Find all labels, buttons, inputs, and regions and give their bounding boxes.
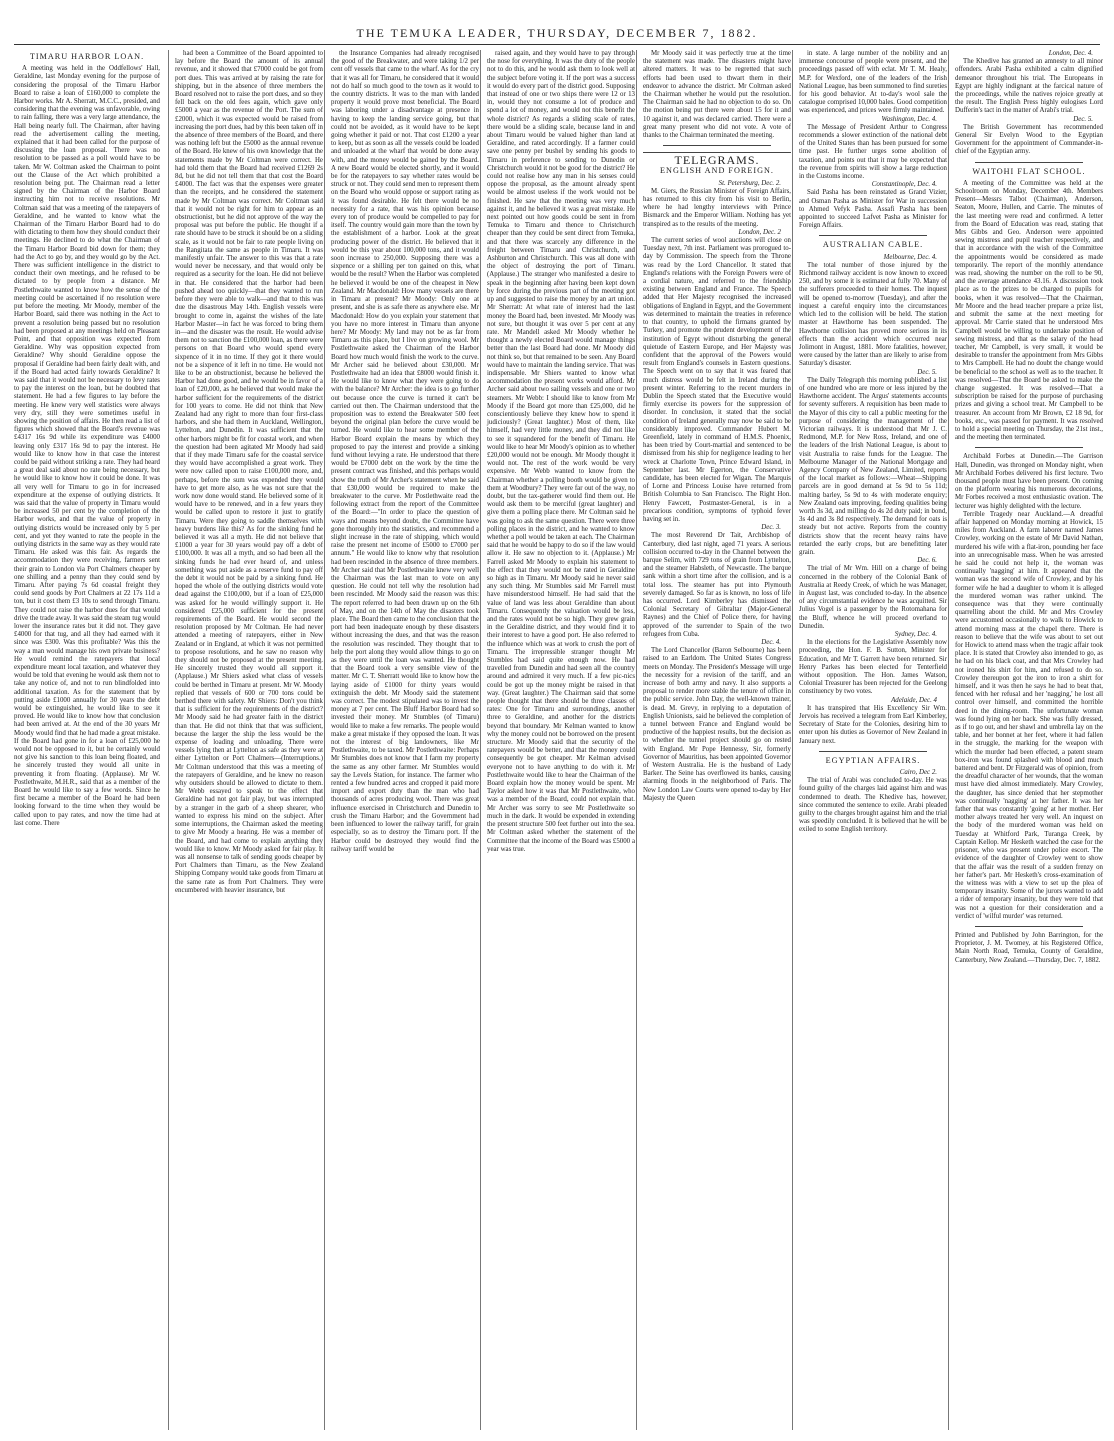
telegram-text: in state. A large number of the nobility and an immense concourse of people were present, and the proceedings passed off with eclat. Mr T. M. Healy, M.P. for Wexford, one of the leaders of the Irish National League, has been summoned to find sureties for his good behavior. At to-day's wool sale the catalogue comprised 10,000 bales. Good competition was experienced, and prices were firmly maintained. [799,50,947,115]
forbes-lecture-text: Archibald Forbes at Dunedin.—The Garrison Hall, Dunedin, was thronged on Monday night, when Mr Archibald Forbes delivered his first lecture. Two thousand people must have been present. On coming on the platform wearing his numerous decorations, Mr Forbes received a most enthusiastic ovation. The lecturer was highly delighted with the lecture. [955,453,1103,510]
dateline: Constantinople, Dec. 4. [871,181,937,189]
column-4 [480,50,635,1430]
auckland-tragedy-text: Terrible Tragedy near Auckland.—A dreadful affair happened on Monday morning at Howick, 15 miles from Auckland. A farm laborer named James Crowley, working on the estate of Mr David Nathan, murdered his wife with a flat-iron, pounding her face into an unrecognisable mass. When he was arrested he said he could not help it, the woman was continually 'nagging' at him. It appeared that the woman was the second wife of Crowley, and by his former wife he had a daughter to whom it is alleged the murdered woman was rather unkind. The consequence was that they were continually quarrelling about the child. Mr and Mrs Crowley were accustomed occasionally to walk to Howick to attend morning mass at the chapel there. There is reason to believe that the wife was about to set out for Howick to attend mass when the tragic affair took place. It is stated that Crowley also intended to go, as he had on his black coat, and that Mrs Crowley had not ironed his shirt for him, and refused to do so. Crowley thereupon got the iron to iron a shirt for himself, and it was then he says he had to beat that, fenced with her refusal and her 'nagging,' he lost all control over himself, and committed the horrible deed in the dining-room. The unfortunate woman was found lying on her back. She was fully dressed, as if to go out, and her shawl and umbrella lay on the table, and her bonnet at her feet, where it had fallen in the struggle, the marking for the weapon with which the murder had been effected, a patent steam box-iron was found splashed with blood and much battered and bent. Dr Fitzgerald was of opinion, from the dreadful character of her wounds, that the woman must have died almost immediately. Mary Crowley, the daughter, has since denied that her stepmother was continually 'nagging' at her father. It was her father that was constantly 'going' at her mother. Her mother always treated her very well. An inquest on the body of the murdered woman was held on Tuesday at Whitford Park, Turanga Creek, by Captain Kellop. Mr Hesketh watched the case for the prisoner, who was present under police escort. The evidence of the daughter of Crowley went to show that the affair was the result of a sudden frenzy on her father's part. Mr Hesketh's cross-examination of the witness was with a view to set up the plea of temporary insanity. Some of the jurors wanted to add a rider of temporary insanity, but they were told that was not a question for their consideration and a verdict of 'wilful murder' was returned. [955,510,1103,920]
column-3 [324,50,479,1430]
telegram-text: The most Reverend Dr Tait, Archbishop of Canterbury, died last night, aged 71 years. A serious collision occurred to-day in the Channel between the barque Selim, with 729 tons of grain from Lyttelton, and the steamer Habsleth, of Newcastle. The barque sank within a short time after the collision, and is a total loss. The steamer has put into Plymouth severely damaged. So far as is known, no loss of life has occurred. Lord Kimberley has dismissed the Colonial Secretary of Gibraltar (Major-General Raynes) and the Chief of Police there, for having approved of the surrender to Spain of the two refugees from Cuba. [643,532,791,638]
section-divider [975,447,1083,448]
dateline: Melbourne, Dec. 4. [883,253,937,261]
dateline: Washington, Dec. 4. [881,115,937,123]
telegram-text: The Message of President Arthur to Congress recommends a slower extinction of the national debt of the United States than has been pursued for some time past. He further urges some abolition of taxation, and points out that it may be expected that the revenue from spirits will show a large reduction in the Customs income. [799,123,947,181]
dateline: London, Dec. 2 [738,228,781,236]
cable-text: The trial of Mr Wm. Hill on a charge of being concerned in the robbery of the Colonial Bank of Australia at Reedy Creek, of which he was Manager, in August last, was concluded to-day. In the absence of any circumstantial evidence he was acquitted. Sir Julius Vogel is a passenger by the Rotomahana for the Bluff, whence he will proceed overland to Dunedin. [799,565,947,630]
egypt-text: The Khedive has granted an amnesty to all minor offenders. Arabi Pasha exhibited a calm dignified demeanor throughout his trial. The Europeans in Egypt are highly indignant at the farcical nature of the proceedings, while the natives rejoice greatly at the result. The English Press highly eulogises Lord Dufferin's tact in the matter of Arabi's trial. [955,58,1103,115]
column-2 [168,50,323,1430]
article-body-harbor-loan-part-3: the Insurance Companies had already recognised the good of the Breakwater, and were taking 1/2 per cent off vessels that came to the wharf. As for the cry that it was all for Timaru, he considered that it would not do half so much good to the town as it would to the country districts. It was to the man with landed property it would prove most beneficial. The Board was laboring under a disadvantage at presence in having to keep the landing service going, but that could not be avoided, as it would have to be kept going whether it paid or not. That cost £1200 a year to keep, but as soon as all the vessels could be loaded and unloaded at the wharf that would be done away with, and the money would be gained by the Board. A new Board would be elected shortly, and it would be for the ratepayers to say whether rates would be struck or not. They could send men to represent them on the Board who would oppose or support rating as it was found desirable. He felt there would be no necessity for a rate, that was his opinion because every ton of produce would be compelled to pay for itself. The country would gain more than the town by the establishment of a harbor. Look at the great producing power of the district. He believed that it would be this year about 100,000 tons, and it would soon increase to 250,000. Supposing there was a sixpence or a shilling per ton gained on this, what would be the result? When the Harbor was completed he believed it would be one of the cheapest in New Zealand. Mr Macdonald: How many vessels are there in Timaru at present? Mr Moody: Only one at present, and she is as safe there as anywhere else. Mr Macdonald: How do you explain your statement that you have no more interest in Timaru than anyone here? Mr Moody: My land may not be as far from Timaru as this place, but I live on growing wool. Mr Postlethwaite asked the Chairman of the Harbor Board how much would finish the work to the curve. Mr Archer said he believed about £30,000. Mr Postlethwaite had an idea that £8000 would finish it. He would like to know what they were going to do with the balance? Mr Archer: the idea is to go further out because once the curve is turned it can't be carried out then. The Chairman understood that the proposition was to extend the Breakwater 500 feet beyond the original plan before the curve would be turned. He would like to hear some member of the Harbor Board explain the means by which they proposed to pay the interest and provide a sinking fund without levying a rate. He understood that there would be £7000 debt on the work by the time the present contract was finished, and this perhaps would show the truth of Mr Archer's statement when he said that £30,000 would be required to make the breakwater to the curve. Mr Postlethwaite read the following extract from the report of the Committee of the Board:—"In order to place the question of ways and means beyond doubt, the Committee have gone thoroughly into the statistics, and recommend a slight increase in the rate of shipping, which would raise the present net income of £5000 to £7000 per annum." He would like to know why that resolution had been rescinded in the absence of three members. Mr Archer said that Mr Postlethwaite knew very well the Chairman was the last man to vote on any question. He could not tell why the resolution had been rescinded. Mr Moody said the reason was this: The report referred to had been drawn up on the 6th of May, and on the 14th of May the disasters took place. The Board then came to the conclusion that the port had been inadequate enough by these disasters without increasing the dues, and that was the reason the resolution was rescinded. They thought that to help the port along they would allow things to go on as they were until the loan was wanted. He thought that the Board took a very sensible view of the matter. Mr C. T. Sherratt would like to know how the laying aside of £1000 for thirty years would extinguish the debt. Mr Moody said the statement was correct. The modest stipulated was to invest the money at 7 per cent. The Bluff Harbor Board had so invested their money. Mr Stumbles (of Timaru) would like to make a few remarks. The people would make a great mistake if they opposed the loan. It was not the interest of big landowners, like Mr Postlethwaite, to be taxed. Mr Postlethwaite: Perhaps Mr Stumbles does not know that I farm my property the same as any other farmer. Mr Stumbles would say the Levels Station, for instance. The farmer who rented a few hundred acres and cropped it paid more import and export duty than the man who had thousands of acres producing wool. There was great influence exercised in Christchurch and Dunedin to crush the Timaru Harbor; and the Government had been influenced to lower the railway tariff, for grain especially, so as to destroy the Timaru port. If the Harbor could be destroyed they would find the railway tariff would be [331,50,479,853]
section-divider [819,751,927,752]
column-7 [948,50,1103,1430]
australian-cable-heading: AUSTRALIAN CABLE. [822,240,924,250]
telegram-text: The current series of wool auctions will close on Tuesday next, 7th inst. Parliament was prorogued to-day by Commission. The speech from the Throne was read by the Lord Chancellor. It stated that England's relations with the Foreign Powers were of a cordial nature, and referred to the friendship existing between England and France. The Speech added that Her Majesty recognised the increased obligations of England in Egypt, and the Government was determined to maintain the treaties in reference to that country, to uphold the firmans granted by Turkey, and promote the prudent development of the institution of Egypt without disturbing the general quietude of Eastern Europe, and Her Majesty was confident that the approval of the Powers would result from England's counsels in Eastern questions. The Speech went on to say that it was feared that much distress would be felt in Ireland during the present winter. Referring to the recent murders in Dublin the Speech stated that the Executive would firmly exercise its powers for the suppression of disorder. In conclusion, it stated that the social condition of Ireland generally may now be said to be considerably improved. Commander Hubert M. Greenfield, lately in command of H.M.S. Phoenix, has been tried by Court-martial and sentenced to be dismissed from his ship for negligence leading to her wreck at Charlotte Town, Prince Edward Island, in September last. Mr Egerton, the Conservative candidate, has been elected for Wigan. The Marquis of Lorne and Princess Louise have returned from British Columbia to San Francisco. The Right Hon. Henry Fawcett, Postmaster-General, is in a precarious condition, symptoms of typhoid fever having set in. [643,237,791,523]
telegram-text: The Lord Chancellor (Baron Selbourne) has been raised to an Earldom. The United States Congress meets on Monday. The President's Message will urge the necessity for a revision of the tariff, and an increase of both army and navy. It also supports a proposal to render more stable the tenure of office in the public service. John Day, the well-known trainer, is dead. M. Grevy, in replying to a deputation of English Unionists, said he believed the completion of a tunnel between France and England would be productive of the happiest results, but the decision as to whether the tunnel project should go on rested with England. Mr Pope Hennessy, Sir, formerly Governor of Mauritius, has been appointed Governor of Western Australia. He is the husband of Lady Barker. The Seine has overflowed its banks, causing alarming floods in the neighborhood of Paris. The New London Law Courts were opened to-day by Her Majesty the Queen [643,647,791,802]
dateline: Dec. 3. [761,524,781,532]
column-1 [14,50,160,1430]
dateline: Dec. 6. [917,557,937,565]
school-report-text: A meeting of the Committee was held at the Schoolroom on Monday, December 4th. Members Present—Messrs Talbot (Chairman), Anderson, Seaton, Moore, Hullen, and Carrie. The minutes of the last meeting were read and confirmed. A letter from the Board of Education was read, stating that Mrs Gibbs and Geo. Anderson were appointed sewing mistress and pupil teacher respectively, and that in accordance with the wish of the Committee the appointments would be considered as made temporarily. The report of the monthly attendance was read, showing the number on the roll to be 90, and the average attendance 43.16. A discussion took place as to the prizes to be charged to pupils for books, when it was resolved—That the Chairman, Mr Moore and the head teacher prepare a prize list, and submit the same at the next meeting for approval. Mr Carrie stated that he understood Mrs Campbell would be willing to undertake position of sewing mistress, and that as the salary of the head teacher, Mr Campbell, is very small, it would be desirable to transfer the appointment from Mrs Gibbs to Mrs Campbell. He had no doubt the change would be beneficial to the school as well as to the teacher. It was resolved—That the Board be asked to make the change suggested. It was resolved—That a subscription be raised for the purpose of purchasing prizes and giving a school treat. Mr Campbell to be treasurer. An account from Mr Brown, £2 18 9d, for books, etc., was passed for payment. It was resolved to hold a special meeting on Thursday, the 21st inst., and the meeting then terminated. [955,179,1103,442]
article-body-harbor-loan-part-4: raised again, and they would have to pay through the nose for everything. It was the duty of the people not to do this, and he would ask them to look well at the subject before voting it. If the port was a success it would do every part of the district good. Supposing that instead of one or two ships there were 12 or 13 in, would they not consume a lot of produce and spend a lot of money, and would not this benefit the whole district? As regards a sliding scale of rates, there would be a sliding scale, because land in and about Timaru would be valued higher than land at Geraldine, and rated accordingly. If a farmer could save one penny per bushel by sending his goods to Timaru in preference to sending to Dunedin or Christchurch would it not be good for the district? He could not realise how any man in his senses could oppose the proposal, as the amount already spent would be almost useless if the work would not be finished. He saw that the meeting was very much against it, and he believed it was a great mistake. He next pointed out how goods could be sent in from Temuka to Timaru and thence to Christchurch cheaper than they could be sent direct from Temuka, and that there was scarcely any difference in the freight between Timaru and Christchurch, and Ashburton and Christchurch. This was all done with the object of destroying the port of Timaru. (Applause.) The stranger who manifested a desire to speak in the beginning after having been kept down by force during the previous part of the meeting got up and suggested to raise the money by an art union. Mr Sherratt: At what rate of interest had the last money the Board had, been invested. Mr Moody was not sure, but thought it was over 5 per cent at any rate. Mr Mandell asked Mr Moody whether he thought a newly elected Board would manage things better than the last Board had done. Mr Moody did not think so, but that remained to be seen. Any Board would have to maintain the landing service. That was indispensable. Mr Shiers wanted to know what accommodation the present works would afford. Mr Archer said about two sailing vessels and one or two steamers. Mr Webb: I should like to know from Mr Moody if the Board got more than £25,000, did he conscientiously believe they knew how to spend it judiciously? (Great laughter.) Most of them, like himself, had very little money, and they did not like to see it squandered for the benefit of Timaru. He would like to hear Mr Moody's opinion as to whether £20,000 would not be enough. Mr Moody thought it would not. The rest of the work would be very expensive. Mr Webb wanted to know from the Chairman whether a polling booth would be given to them at Woodbury? They were far out of the way, no doubt, but the tax-gatherer would find them out. He would ask them to be merciful (great laughter) and give them a polling place there. Mr Coltman said he was going to ask the same question. There were three polling places in the district, and he wanted to know whether a poll would be taken at each. The Chairman said that he would be happy to do so if the law would allow it. He saw no objection to it. (Applause.) Mr Farrell asked Mr Moody to explain his statement to the effect that they would not be rated in Geraldine so high as in Timaru. Mr Moody said he never said any such thing. Mr Stumbles said Mr Farrell must have misunderstood himself. He had said that the value of land was less about Geraldine than about Timaru. Consequently the valuation would be less, and the rates would not be so high. They grew grain in the Geraldine district, and they would find it to their interest to have a good port. He also referred to the influence which was at work to crush the port of Timaru. The irrepressible stranger thought Mr Stumbles had said quite enough now. He had travelled from Dunedin and had seen all the country around and admired it very much. If a few pic-nics could be got up the money might be raised in that way. (Great laughter.) The Chairman said that some people thought that there should be three classes of rates: One for Timaru and surroundings, another three to Geraldine, and another for the districts beyond that boundary. Mr Kelman wanted to know why the money could not be borrowed on the present structure. Mr Moody said that the security of the ratepayers would be better, and that the money could consequently be got cheaper. Mr Kelman advised everyone not to have anything to do with it. Mr Postlethwaite would like to hear the Chairman of the Board explain how the money would be spent. Mr Taylor asked how it was that Mr Postlethwaite, who was a member of the Board, could not explain that. Mr Archer was sorry to see Mr Postlethwaite so much in the dark. It would be expended in extending the present structure 500 feet further out into the sea. Mr Coltman asked whether the statement of the Committee that the income of the Board was £5000 a year was true. [487,50,635,853]
telegrams-heading: TELEGRAMS. [643,152,791,164]
dateline: Dec. 5. [917,368,937,376]
cable-text: The Daily Telegraph this morning published a list of one hundred who are more or less injured by the Hawthorne accident. The Argus' statements accounts for seventy sufferers. A requisition has been made to the Mayor of this city to call a public meeting for the purpose of considering the management of the Victorian railways. It is understood that Mr J. C. Redmond, M.P. for New Ross, Ireland, and one of the leaders of the Irish National League, is about to visit Australia to raise funds for the League. The Melbourne Manager of the National Mortgage and Agency Company of New Zealand, Limited, reports of the local market as follows:—Wheat—Shipping parcels are in good demand at 5s 9d to 5s 11d; malting barley, 5s 9d to 4s with moderate enquiry; New Zealand oats improving, feeding qualities being worth 3s 3d, and milling do 4s 2d duty paid; in bond, 3s 4d and 3s 8d respectively. The demand for oats is steady but not active. Reports from the country districts show that the recent heavy rains have retarded the early crops, but are benefitting later grain. [799,376,947,556]
waitohi-school-heading: WAITOHI FLAT SCHOOL. [972,166,1086,176]
dateline: Dec. 5. [1073,115,1093,123]
article-body-harbor-loan-part-2: had been a Committee of the Board appointed to lay before the Board the amount of its annual revenue, and it showed that £7000 could be got from port dues. This was arrived at by raising the rate for shipping, but in the absence of three members the Board resolved not to raise the port dues, and so they fell back on the old fees again, which gave only £5000 a year as the revenue of the Port. The sum of £2000, which it was expected would be raised from increasing the port dues, had by this been taken off in the absence of three members of the Board, and there was nothing left but the £5000 as the annual revenue of the Board. He knew of his own knowledge that the statements made by Mr Coltman were correct. He had told them that the Board had received £1269 2s 8d, but he did not tell them that that cost the Board £4000. The fact was that the expenses were greater than the receipts, and he considered the statement made by Mr Coltman was correct. Mr Coltman said that it would not be right for him to appear as an obstructionist, but he did not approve of the way the proposal was put before the public. He thought if a rate should have to be struck it should be on a sliding scale, as it would not be fair to rate people living on the Rangitata the same as people in Timaru. It was manifestly unfair. The answer to this was that a rate would never be necessary, and that would only be required as a security for the loan. He did not believe in that. He considered that the harbor had been pushed ahead too quickly—that they wanted to run before they were able to walk—and that to this was due the disastrous May 14th. English vessels were brought to come in, against the wishes of the late Harbor Master—in fact he was forced to bring them in—and the disaster was the result. He would advise them not to sanction the £100,000 loan, as there were persons on that Board who would spend every sixpence of it in no time. If they got it there would not be a sixpence of it left in no time. He would not like to be an obstructionist, because he believed the Harbor had done good, and he would be in favor of a loan of £20,000, as he believed that would make the harbor sufficient for the requirements of the district for 100 years to come. He did not think that New Zealand had any right to more than four first-class harbors, and she had them in Auckland, Wellington, Lyttelton, and Dunedin. It was sufficient that the other harbors might be fit for coastal work, and when the question had been agitated Mr Moody had said that if they made Timaru safe for the coastal service they would have accomplished a great work. They were now called upon to raise £100,000 more, and, perhaps, before the sum was expended they would have to get more also, as he was not sure that the work now done would stand. He believed some of it would have to be renewed, and in a few years they would be called upon to restore it just to gratify Timaru. Were they going to saddle themselves with heavy burdens like this? As for the sinking fund he believed it was all a myth. He did not believe that £1000 a year for 30 years would pay off a debt of £100,000. It was all a myth, and so had been all the sinking funds he had ever heard of, and unless something was put aside as a reserve fund to pay off the debt it would not be paid by a sinking fund. He hoped the whole of the outlying districts would vote dead against the £100,000, but if a loan of £25,000 was asked for he would willingly support it. He considered £25,000 sufficient for the present requirements of the Board. He would second the resolution proposed by Mr Coltman. He had never attended a meeting of ratepayers, either in New Zealand or in England, at which it was not permitted to propose resolutions, and he saw no reason why they should not be proposed at the present meeting. He sincerely trusted they would all support it. (Applause.) Mr Shiers asked what class of vessels could be berthed in Timaru at present. Mr W. Moody replied that vessels of 600 or 700 tons could be berthed there with safety. Mr Shiers: Don't you think that is sufficient for the requirements of the district? Mr Moody said he had greater faith in the district than that. He did not think that that was sufficient, because the larger the ship the less would be the expense of loading and unloading. There were vessels lying then at Lyttelton as safe as they were at either Lyttelton or Port Chalmers—(Interruptions.) Mr Coltman understood that this was a meeting of the ratepayers of Geraldine, and he knew no reason why outsiders should be allowed to dictate to them. Mr Webb essayed to speak to the effect that Geraldine had not got fair play, but was interrupted by a stranger in the garb of a sheep shearer, who wanted to express his mind on the subject. After some interruptions, the Chairman asked the meeting to give Mr Moody a hearing. He was a member of the Board, and had come to explain anything they would like to know. Mr Moody asked for fair play. It was all nonsense to talk of sending goods cheaper by Port Chalmers than Timaru, as the New Zealand Shipping Company would take goods from Timaru at the same rate as from Port Chalmers. They were encumbered with heavier insurance, but [175,50,323,894]
article-body-harbor-loan-part-1: A meeting was held in the Oddfellows' Hall, Geraldine, last Monday evening for the purpose of considering the proposal of the Timaru Harbor Board to raise a loan of £160,000 to complete the Harbor works. Mr A. Sherratt, M.C.C., presided, and considering that the evening was unfavorable, owing to rain falling, there was a very large attendance, the Hall being nearly full. The Chairman, after having read the advertisement calling the meeting, explained that it had been called for the purpose of discussing the loan proposal. There was no resolution to be passed as a poll would have to be taken. Mr W. Coltman asked the Chairman to point out the Clause of the Act which prohibited a resolution being put. The Chairman read a letter signed by the Chairman of the Harbor Board instructing him not to receive resolutions. Mr Coltman said that was a meeting of the ratepayers of Geraldine, and he wanted to know what the Chairman of the Timaru Harbor Board had to do with dictating to them how they should conduct their meetings. He declined to do what the Chairman of the Timaru Harbor Board bid down for them; they had the Act to go by, and they would go by the Act. There was sufficient intelligence in the district to conduct their own meetings, and he refused to be dictated to by people from a distance. Mr Postlethwaite wanted to know how the sense of the meeting could be ascertained if no resolution were put before the meeting. Mr Moody, member of the Harbor Board, said there was nothing in the Act to prevent a resolution being passed but no resolution had been proposed at any meetings held on Pleasant Point, and that opposition was expected from Geraldine. Why was opposition expected from Geraldine? Why should Geraldine oppose the proposal if Geraldine had been fairly dealt with, and if the Board had acted fairly towards Geraldine? It was said that it would not be necessary to levy rates to pay the interest on the loan, but he doubted that statement. He had a few figures to lay before the meeting. He knew very well statistics were always very dry, still they were sometimes useful in showing the position of affairs. He then read a list of figures which showed that the Board's revenue was £4317 16s 9d while its expenditure was £4000 leaving only £317 16s 9d to pay the interest. He would like to know how in that case the interest could be paid without striking a rate. They had heard a great deal said about no rate being necessary, but he would like to know how it could be done. It was all very well for Timaru to go in for increased expenditure at the expense of outlying districts. It was said that the value of property in Timaru would be increased 50 per cent by the completion of the Harbor works, and that the value of property in outlying districts would be increased only by 5 per cent, and yet they wanted to rate the people in the outlying districts in the same way as they would rate Timaru. He asked was this fair. As regards the accommodation they were receiving, farmers sent their grain to London via Port Chalmers cheaper by one shilling and a penny than they could send by Timaru. After paying 7s 6d coastal freight they could send goods by Port Chalmers at 22 17s 11d a ton, but it cost them £3 10s to send through Timaru. They could not raise the harbor dues for that would drive the trade away. It was said the steam tug would lower the insurance rates but it did not. They gave £4000 for that tug, and all they had earned with it since was £300. Was this profitable? Was this the way a man would manage his own private business? He would remind the ratepayers that local expenditure meant local taxation, and whatever they would be told that evening he would ask them not to take any notice of, and not to run blindfolded into additional taxation. As for the statement that by putting aside £1000 annually for 30 years the debt would be extinguished, he would like to see it proved. He would like to know how that conclusion had been arrived at. At the end of the 30 years Mr Moody would find that he had made a great mistake. If the Board had gone in for a loan of £25,000 he would not be opposed to it, but he certainly would not give his sanction to this loan being floated, and he sincerely trusted they would all unite in preventing it from floating. (Applause). Mr W. Postlethwaite, M.H.R., said that as a member of the Board he would like to say a few words. Since he first became a member of the Board he had been looking forward to the time when they would be called upon to pay rates, and now the time had at last come. There [14,65,160,827]
egypt-text: The trial of Arabi was concluded to-day. He was found guilty of the charges laid against him and was condemned to death. The Khedive has, however, since commuted the sentence to exile. Arabi pleaded guilty to the charges brought against him and the trial was speedily concluded. It is believed that he will be exiled to some English territory. [799,777,947,834]
egyptian-affairs-heading: EGYPTIAN AFFAIRS. [825,755,921,765]
english-foreign-heading: ENGLISH AND FOREIGN. [660,166,774,176]
dateline: Dec. 4. [761,639,781,647]
dateline: Sydney, Dec. 4. [894,631,937,639]
telegram-text: M. Giers, the Russian Minister of Foreign Affairs, has returned to this city from his visit to Berlin, where he had lengthy interviews with Prince Bismarck and the Emperor William. Nothing has yet transpired as to the results of the meeting. [643,187,791,228]
dateline: Cairo, Dec 2. [899,769,937,777]
telegram-text: Said Pasha has been reinstated as Grand Vizier, and Osman Pasha as Minister for War in succession to Ahmed Vefyk Pasha. Assafi Pasha has been appointed to succeed Lafvet Pasha as Minister for Foreign Affairs. [799,189,947,230]
cable-text: It has transpired that His Excellency Sir Wm. Jervois has received a telegram from Earl Kimberley, Secretary of State for the Colonies, desiring him to enter upon his duties as Governor of New Zealand in January next. [799,704,947,745]
printer-imprint: Printed and Published by John Barrington, for the Proprietor, J. M. Twomey, at his Registered Office, Main North Road, Temuka, County of Geraldine, Canterbury, New Zealand.—Thursday, Dec. 7, 1882. [955,931,1103,964]
dateline: Adelaide, Dec. 4 [891,696,937,704]
section-divider [975,926,1083,927]
column-5 [636,50,791,1430]
article-title-harbor-loan: TIMARU HARBOR LOAN. [29,52,145,61]
dateline: St. Petersburg, Dec. 2. [718,179,781,187]
egypt-text: The British Government has recommended General Sir Evelyn Wood to the Egyptian Government for the appointment of Commander-in-chief of the Egyptian army. [955,123,1103,156]
cable-text: The total number of those injured by the Richmond railway accident is now known to exceed 250, and by some it is estimated at fully 70. Many of the sufferers proceeded to their homes. The inquest will be opened to-morrow (Tuesday), and after the inquest a careful enquiry into the circumstances which led to the collision will be held. The station master at Hawthorne has been suspended. The Hawthorne collision has proved more serious in its effects than the accident which occurred near Jolimont in August, 1881. More fatalities, however, were caused by the latter than are likely to arise from Saturday's disaster. [799,261,947,368]
column-6 [792,50,947,1430]
cable-text: In the elections for the Legislative Assembly now proceeding, the Hon. F. B. Sutton, Minister for Education, and Mr T. Garrett have been returned. Sir Henry Parkes has been elected for Tenterfield without opposition. The Hon. James Watson, Colonial Treasurer has been rejected for the Geelong constituency by two votes. [799,639,947,696]
masthead: THE TEMUKA LEADER, THURSDAY, DECEMBER 7, 1882. [14,26,1100,45]
dateline: London, Dec. 4. [1048,50,1093,57]
section-divider [819,235,927,236]
section-divider [975,162,1083,163]
section-divider [663,145,771,146]
article-body-harbor-loan-end: Mr Moody said it was perfectly true at the time the statement was made. The disasters might have altered matters. It was to be regretted that such efforts had been used to thwart them in their endeavor to advance the district. Mr Coltman asked the Chairman whether he would put the resolution. The Chairman said he had no objection to do so. On the motion being put there were about 15 for it and 10 against it, and was declared carried. There were a great many present who did not vote. A vote of thanks to the Chairman terminated the meeting. [643,50,791,140]
